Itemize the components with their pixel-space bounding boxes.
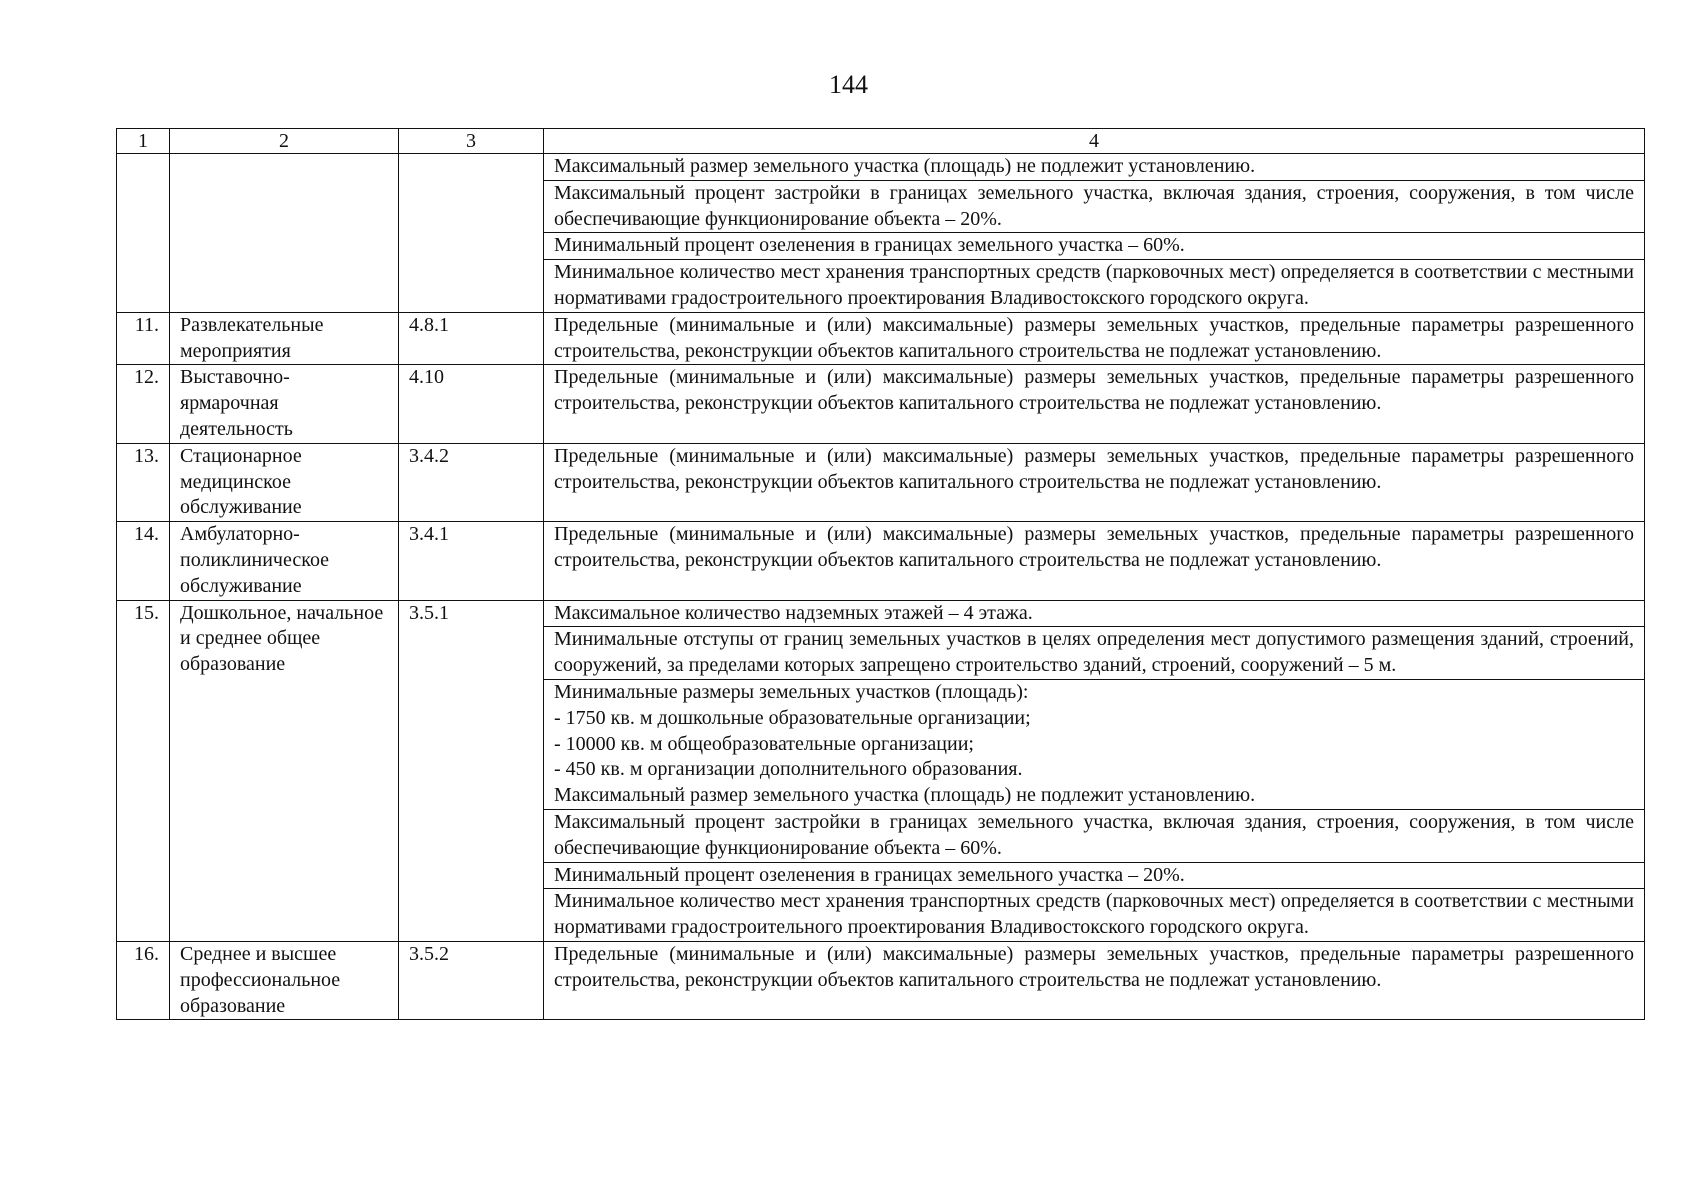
row-number: 15. xyxy=(117,600,170,941)
requirement-text: Минимальное количество мест хранения транспортных средств (парковочных мест) определяется в соответствии с местными нормативами градостроительного проектирования Владивостокского городского округа. xyxy=(554,261,1634,309)
table-row xyxy=(117,312,1645,365)
requirement-text: - 450 кв. м организации дополнительного образования. xyxy=(554,758,1023,781)
header-col-4: 4 xyxy=(544,129,1645,154)
header-col-1: 1 xyxy=(117,129,170,154)
table-row xyxy=(117,941,1645,1019)
use-type-code: 3.5.1 xyxy=(399,600,544,941)
use-type-name: Стационарное медицинское обслуживание xyxy=(170,443,399,521)
requirement-cell xyxy=(544,679,1645,809)
requirement-text: Максимальное количество надземных этажей – 4 этажа. xyxy=(554,601,1033,624)
requirement-cell xyxy=(544,443,1645,521)
requirement-cell xyxy=(544,941,1645,1019)
requirement-text: Минимальные отступы от границ земельных участков в целях определения мест допустимого размещения зданий, строений, сооружений, за пределами которых запрещено строительство зданий, строений, сооружений – 5 м. xyxy=(554,628,1634,677)
use-type-code: 4.8.1 xyxy=(399,312,544,365)
page-number: 144 xyxy=(829,70,868,99)
use-type-name: Дошкольное, начальное и среднее общее образование xyxy=(170,600,399,941)
requirement-text: Минимальное количество мест хранения транспортных средств (парковочных мест) определяется в соответствии с местными нормативами градостроительного проектирования Владивостокского городского округа. xyxy=(554,890,1634,939)
requirement-cell xyxy=(544,365,1645,443)
row-number: 11. xyxy=(117,312,170,365)
requirement-cell xyxy=(544,180,1645,233)
requirement-cell xyxy=(544,627,1645,680)
table-row xyxy=(117,365,1645,443)
requirement-text: Максимальный процент застройки в границах земельного участка, включая здания, строения, сооружения, в том числе обеспечивающие функционирование объекта – 60%. xyxy=(554,810,1634,859)
requirement-text: - 10000 кв. м общеобразовательные организации; xyxy=(554,732,974,755)
requirement-cell xyxy=(544,260,1645,313)
use-type-code xyxy=(399,154,544,313)
requirement-text: Максимальный размер земельного участка (площадь) не подлежит установлению. xyxy=(554,784,1256,807)
table-body xyxy=(117,154,1645,1020)
requirement-cell xyxy=(544,233,1645,260)
table-row xyxy=(117,154,1645,181)
table-row xyxy=(117,522,1645,600)
use-type-code: 4.10 xyxy=(399,365,544,443)
header-row xyxy=(117,129,1645,154)
requirement-cell xyxy=(544,154,1645,181)
row-number xyxy=(117,154,170,313)
use-type-code: 3.4.1 xyxy=(399,522,544,600)
requirement-text: Минимальный процент озеленения в границах земельного участка – 20%. xyxy=(554,863,1185,886)
requirement-text: Предельные (минимальные и (или) максимальные) размеры земельных участков, предельные параметры разрешенного строительства, реконструкции объектов капитального строительства не подлежат установлению. xyxy=(554,523,1634,571)
requirement-text: - 1750 кв. м дошкольные образовательные организации; xyxy=(554,706,1031,729)
row-number: 13. xyxy=(117,443,170,521)
table-header xyxy=(117,129,1645,154)
requirement-text: Максимальный процент застройки в границах земельного участка, включая здания, строения, сооружения, в том числе обеспечивающие функционирование объекта – 20%. xyxy=(554,181,1634,230)
requirement-text: Максимальный размер земельного участка (площадь) не подлежит установлению. xyxy=(554,155,1256,177)
use-type-name: Среднее и высшее профессиональное образование xyxy=(170,941,399,1019)
requirement-cell xyxy=(544,600,1645,627)
use-type-name: Амбулаторно-поликлиническое обслуживание xyxy=(170,522,399,600)
requirement-cell xyxy=(544,522,1645,600)
requirement-text: Минимальный процент озеленения в границах земельного участка – 60%. xyxy=(554,234,1185,257)
requirement-cell xyxy=(544,862,1645,889)
header-col-3: 3 xyxy=(399,129,544,154)
requirement-cell xyxy=(544,809,1645,862)
land-use-regulations-table xyxy=(116,128,1645,1020)
use-type-name: Развлекательные мероприятия xyxy=(170,312,399,365)
use-type-name xyxy=(170,154,399,313)
use-type-code: 3.5.2 xyxy=(399,941,544,1019)
requirement-text: Предельные (минимальные и (или) максимальные) размеры земельных участков, предельные параметры разрешенного строительства, реконструкции объектов капитального строительства не подлежат установлению. xyxy=(554,313,1634,362)
row-number: 16. xyxy=(117,941,170,1019)
header-col-2: 2 xyxy=(170,129,399,154)
use-type-code: 3.4.2 xyxy=(399,443,544,521)
use-type-name: Выставочно-ярмарочная деятельность xyxy=(170,365,399,443)
requirement-text: Минимальные размеры земельных участков (площадь): xyxy=(554,680,1029,703)
requirement-text: Предельные (минимальные и (или) максимальные) размеры земельных участков, предельные параметры разрешенного строительства, реконструкции объектов капитального строительства не подлежат установлению. xyxy=(554,942,1634,991)
table-row xyxy=(117,600,1645,627)
requirement-text: Предельные (минимальные и (или) максимальные) размеры земельных участков, предельные параметры разрешенного строительства, реконструкции объектов капитального строительства не подлежат установлению. xyxy=(554,444,1634,493)
requirement-cell xyxy=(544,889,1645,942)
requirement-cell xyxy=(544,312,1645,365)
requirement-text: Предельные (минимальные и (или) максимальные) размеры земельных участков, предельные параметры разрешенного строительства, реконструкции объектов капитального строительства не подлежат установлению. xyxy=(554,366,1634,415)
row-number: 12. xyxy=(117,365,170,443)
row-number: 14. xyxy=(117,522,170,600)
table-row xyxy=(117,443,1645,521)
